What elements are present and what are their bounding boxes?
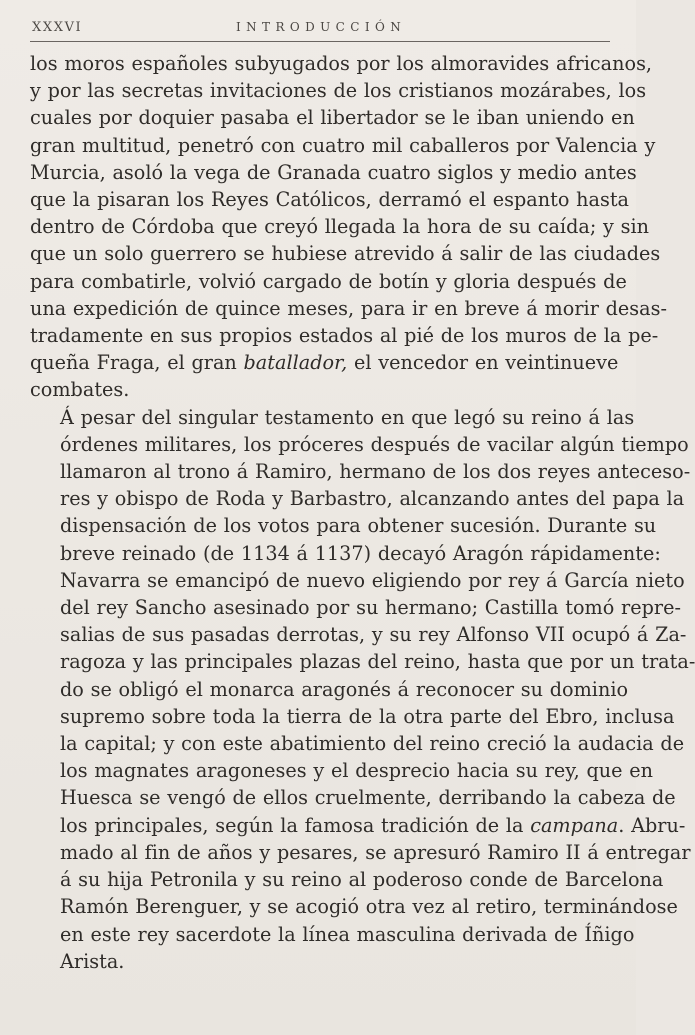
text-segment: . Abru-: [618, 813, 686, 837]
text-line: breve reinado (de 1134 á 1137) decayó Aragón rápidamente:: [60, 541, 661, 565]
text-line: Á pesar del singular testamento en que legó su reino á las: [60, 405, 635, 429]
text-line: do se obligó el monarca aragonés á reconocer su dominio: [60, 677, 629, 701]
text-segment: queña Fraga, el gran: [30, 351, 244, 375]
running-head: INTRODUCCIÓN: [236, 20, 407, 34]
header-rule: [30, 41, 610, 42]
text-line: [30, 349, 619, 376]
text-line: res y obispo de Roda y Barbastro, alcanzando antes del papa la: [60, 487, 685, 511]
text-line: gran multitud, penetró con cuatro mil caballeros por Valencia y: [30, 133, 656, 157]
text-line: los magnates aragoneses y el desprecio hacia su rey, que en: [60, 759, 653, 783]
page-header: [30, 10, 610, 44]
text-line: una expedición de quince meses, para ir en breve á morir desas-: [30, 296, 667, 320]
text-line: tradamente en sus propios estados al pié de los muros de la pe-: [30, 324, 659, 348]
text-line: Murcia, asoló la vega de Granada cuatro siglos y medio antes: [30, 160, 637, 184]
text-line: para combatirle, volvió cargado de botín y gloria después de: [30, 269, 627, 293]
body-text: [30, 50, 695, 975]
text-line: los moros españoles subyugados por los almoravides africanos,: [30, 52, 653, 75]
text-line: Arista.: [60, 949, 125, 973]
text-line: en este rey sacerdote la línea masculina derivada de Íñigo: [60, 922, 635, 946]
italic-text: campana: [530, 813, 619, 837]
paragraph-2: [30, 404, 695, 975]
page-number: XXXVI: [32, 20, 83, 35]
text-line: combates.: [30, 378, 130, 402]
text-line: que la pisaran los Reyes Católicos, derramó el espanto hasta: [30, 188, 630, 212]
text-line: Navarra se emancipó de nuevo eligiendo por rey á García nieto: [60, 568, 685, 592]
text-line: llamaron al trono á Ramiro, hermano de los dos reyes anteceso-: [60, 460, 691, 484]
text-segment: los principales, según la famosa tradición de la: [60, 813, 531, 837]
text-line: que un solo guerrero se hubiese atrevido á salir de las ciudades: [30, 242, 661, 266]
text-line: dentro de Córdoba que creyó llegada la hora de su caída; y sin: [30, 215, 650, 239]
text-line: supremo sobre toda la tierra de la otra parte del Ebro, inclusa: [60, 704, 675, 728]
text-line: [30, 812, 686, 839]
text-line: Huesca se vengó de ellos cruelmente, derribando la cabeza de: [60, 786, 676, 810]
text-line: del rey Sancho asesinado por su hermano; Castilla tomó repre-: [60, 596, 681, 620]
text-line: Ramón Berenguer, y se acogió otra vez al retiro, terminándose: [60, 895, 678, 919]
text-line: á su hija Petronila y su reino al poderoso conde de Barcelona: [60, 868, 664, 892]
text-segment: el vencedor en veintinueve: [347, 351, 619, 375]
paragraph-1: [30, 50, 667, 404]
text-line: mado al fin de años y pesares, se apresuró Ramiro II á entregar: [60, 840, 691, 864]
text-line: salias de sus pasadas derrotas, y su rey Alfonso VII ocupó á Za-: [60, 623, 687, 647]
text-line: ragoza y las principales plazas del reino, hasta que por un trata-: [60, 650, 695, 674]
text-line: órdenes militares, los próceres después de vacilar algún tiempo: [60, 432, 689, 456]
text-line: la capital; y con este abatimiento del reino creció la audacia de: [60, 732, 685, 756]
italic-text: batallador,: [243, 351, 348, 375]
text-line: dispensación de los votos para obtener sucesión. Durante su: [60, 514, 657, 538]
text-line: cuales por doquier pasaba el libertador se le iban uniendo en: [30, 106, 635, 130]
text-line: y por las secretas invitaciones de los cristianos mozárabes, los: [30, 79, 647, 103]
